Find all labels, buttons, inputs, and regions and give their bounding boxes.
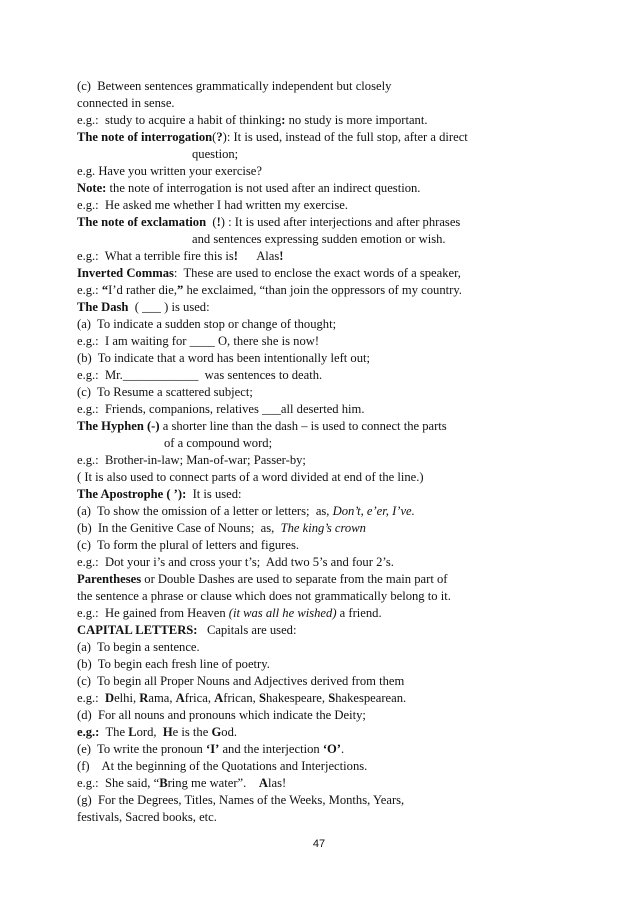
- text-line-l42: [77, 775, 286, 791]
- text-segment: ) : It is used after interjections and after phrases: [220, 215, 461, 229]
- text-segment: The: [99, 725, 129, 739]
- text-line-l08: [77, 197, 348, 213]
- text-segment: Alas: [238, 249, 280, 263]
- text-segment: (d) For all nouns and pronouns which indicate the Deity;: [77, 708, 366, 722]
- text-segment: !: [216, 215, 221, 229]
- text-segment: (c) To form the plural of letters and figures.: [77, 538, 300, 552]
- text-segment: hakespearean.: [335, 691, 407, 705]
- text-line-l16: [77, 333, 319, 349]
- text-segment: (: [212, 130, 217, 144]
- text-line-l01: [77, 78, 391, 94]
- text-segment: question;: [192, 147, 239, 161]
- text-line-l13: [77, 282, 462, 298]
- text-line-l03: [77, 112, 428, 128]
- text-line-l26: [77, 503, 415, 519]
- text-segment: connected in sense.: [77, 96, 175, 110]
- text-line-l17: [77, 350, 370, 366]
- text-line-l32: [77, 605, 382, 621]
- text-segment: (a) To begin a sentence.: [77, 640, 200, 654]
- text-line-l21: [77, 418, 447, 434]
- text-segment: ”: [177, 283, 184, 297]
- text-segment: ama,: [148, 691, 176, 705]
- text-segment: It is used:: [186, 487, 242, 501]
- text-segment: The king’s crown: [280, 521, 366, 535]
- text-segment: A: [175, 691, 185, 705]
- text-segment: ord,: [136, 725, 163, 739]
- text-segment: frica,: [184, 691, 215, 705]
- text-segment: a shorter line than the dash – is used to connect the parts: [159, 419, 447, 433]
- text-segment: e is the: [172, 725, 212, 739]
- text-line-l36: [77, 673, 404, 689]
- text-line-l41: [77, 758, 367, 774]
- text-segment: festivals, Sacred books, etc.: [77, 810, 217, 824]
- text-line-l23: [77, 452, 306, 468]
- text-segment: no study is more important.: [285, 113, 428, 127]
- text-segment: e.g.: I am waiting for ____ O, there she is now!: [77, 334, 320, 348]
- text-segment: e.g.: Brother-in-law; Man-of-war; Passer-by;: [77, 453, 306, 467]
- text-segment: ( ___ ) is used:: [128, 300, 210, 314]
- text-segment: Note:: [77, 181, 107, 195]
- text-line-l31: [77, 588, 451, 604]
- text-line-l27: [77, 520, 366, 536]
- text-segment: A: [214, 691, 224, 705]
- text-segment: ‘O’: [322, 742, 341, 756]
- text-line-l37: [77, 690, 406, 706]
- text-segment: (f) At the beginning of the Quotations and Interjections.: [77, 759, 368, 773]
- text-line-l15: [77, 316, 336, 332]
- text-line-l25: [77, 486, 242, 502]
- text-segment: e.g.: Friends, companions, relatives ___all deserted him.: [77, 402, 365, 416]
- text-segment: (c) To Resume a scattered subject;: [77, 385, 253, 399]
- text-segment: !: [279, 249, 284, 263]
- text-line-l28: [77, 537, 299, 553]
- text-segment: (a) To show the omission of a letter or letters; as,: [77, 504, 333, 518]
- text-segment: (b) To begin each fresh line of poetry.: [77, 657, 270, 671]
- text-segment: :: [281, 113, 286, 127]
- text-segment: ‘I’: [206, 742, 220, 756]
- text-segment: ): It is used, instead of the full stop, after a direct: [222, 130, 468, 144]
- text-line-l30: [77, 571, 447, 587]
- text-segment: (b) To indicate that a word has been intentionally left out;: [77, 351, 371, 365]
- text-segment: G: [211, 725, 222, 739]
- text-segment: !: [233, 249, 238, 263]
- text-segment: of a compound word;: [164, 436, 273, 450]
- text-segment: las!: [268, 776, 287, 790]
- text-segment: or Double Dashes are used to separate from the main part of: [141, 572, 448, 586]
- text-segment: and the interjection: [219, 742, 323, 756]
- text-line-l12: [77, 265, 461, 281]
- text-segment: e.g.: He asked me whether I had written my exercise.: [77, 198, 349, 212]
- text-segment: The note of exclamation: [77, 215, 207, 229]
- text-segment: H: [162, 725, 173, 739]
- text-segment: The Dash: [77, 300, 129, 314]
- text-line-l20: [77, 401, 365, 417]
- text-line-l05: [192, 146, 238, 162]
- text-segment: elhi,: [114, 691, 140, 705]
- text-line-l33: [77, 622, 296, 638]
- text-line-l11: [77, 248, 283, 264]
- text-segment: hakespeare,: [265, 691, 329, 705]
- text-segment: The note of interrogation: [77, 130, 213, 144]
- text-segment: and sentences expressing sudden emotion or wish.: [192, 232, 446, 246]
- text-segment: ( It is also used to connect parts of a word divided at end of the line.): [77, 470, 424, 484]
- text-line-l38: [77, 707, 366, 723]
- text-segment: B: [159, 776, 168, 790]
- text-segment: CAPITAL LETTERS:: [77, 623, 198, 637]
- text-segment: The Hyphen (-): [77, 419, 160, 433]
- text-line-l39: [77, 724, 237, 740]
- page-number: 47: [312, 838, 326, 850]
- text-segment: (a) To indicate a sudden stop or change of thought;: [77, 317, 337, 331]
- text-segment: (: [206, 215, 217, 229]
- text-segment: .: [341, 742, 345, 756]
- text-segment: Parentheses: [77, 572, 142, 586]
- text-segment: e.g.: Dot your i’s and cross your t’s; Add two 5’s and four 2’s.: [77, 555, 394, 569]
- text-line-l07: [77, 180, 420, 196]
- text-segment: L: [128, 725, 137, 739]
- text-segment: frican,: [223, 691, 259, 705]
- text-segment: od.: [221, 725, 238, 739]
- text-line-l04: [77, 129, 468, 145]
- text-segment: e.g.:: [77, 691, 105, 705]
- text-line-l35: [77, 656, 270, 672]
- text-line-l09: [77, 214, 460, 230]
- text-segment: e.g.: She said, “: [77, 776, 160, 790]
- text-segment: he exclaimed, “than join the oppressors of my country.: [183, 283, 462, 297]
- text-line-l22: [164, 435, 272, 451]
- text-line-l44: [77, 809, 217, 825]
- text-line-l24: [77, 469, 424, 485]
- text-segment: ring me water”.: [167, 776, 259, 790]
- text-segment: e.g.: Mr.____________ was sentences to death.: [77, 368, 323, 382]
- text-segment: e.g. Have you written your exercise?: [77, 164, 262, 178]
- text-segment: R: [139, 691, 149, 705]
- text-segment: : These are used to enclose the exact words of a speaker,: [173, 266, 461, 280]
- text-line-l10: [192, 231, 446, 247]
- text-segment: “: [101, 283, 109, 297]
- text-segment: the sentence a phrase or clause which does not grammatically belong to it.: [77, 589, 451, 603]
- text-segment: A: [258, 776, 268, 790]
- text-line-l14: [77, 299, 210, 315]
- text-segment: Inverted Commas: [77, 266, 174, 280]
- text-segment: (e) To write the pronoun: [77, 742, 206, 756]
- text-line-l34: [77, 639, 200, 655]
- text-line-l43: [77, 792, 404, 808]
- text-line-l18: [77, 367, 322, 383]
- text-segment: the note of interrogation is not used after an indirect question.: [106, 181, 421, 195]
- text-segment: S: [328, 691, 336, 705]
- text-segment: (it was all he wished): [228, 606, 337, 620]
- text-segment: The Apostrophe ( ’):: [77, 487, 187, 501]
- text-segment: a friend.: [336, 606, 382, 620]
- text-segment: Don’t, e’er, I’ve.: [332, 504, 415, 518]
- text-segment: ?: [216, 130, 223, 144]
- text-segment: e.g.: He gained from Heaven: [77, 606, 229, 620]
- text-segment: D: [104, 691, 115, 705]
- text-segment: (c) Between sentences grammatically independent but closely: [77, 79, 392, 93]
- text-segment: e.g.: What a terrible fire this is: [77, 249, 234, 263]
- text-line-l19: [77, 384, 253, 400]
- text-segment: (b) In the Genitive Case of Nouns; as,: [77, 521, 281, 535]
- text-segment: e.g.:: [77, 725, 100, 739]
- text-line-l02: [77, 95, 175, 111]
- text-segment: I’d rather die,: [108, 283, 178, 297]
- text-segment: e.g.:: [77, 283, 102, 297]
- text-segment: S: [258, 691, 266, 705]
- text-segment: (c) To begin all Proper Nouns and Adjectives derived from them: [77, 674, 405, 688]
- text-segment: (g) For the Degrees, Titles, Names of the Weeks, Months, Years,: [77, 793, 405, 807]
- text-line-l29: [77, 554, 394, 570]
- text-segment: e.g.: study to acquire a habit of thinking: [77, 113, 282, 127]
- text-line-l06: [77, 163, 262, 179]
- text-line-l40: [77, 741, 344, 757]
- text-segment: Capitals are used:: [197, 623, 297, 637]
